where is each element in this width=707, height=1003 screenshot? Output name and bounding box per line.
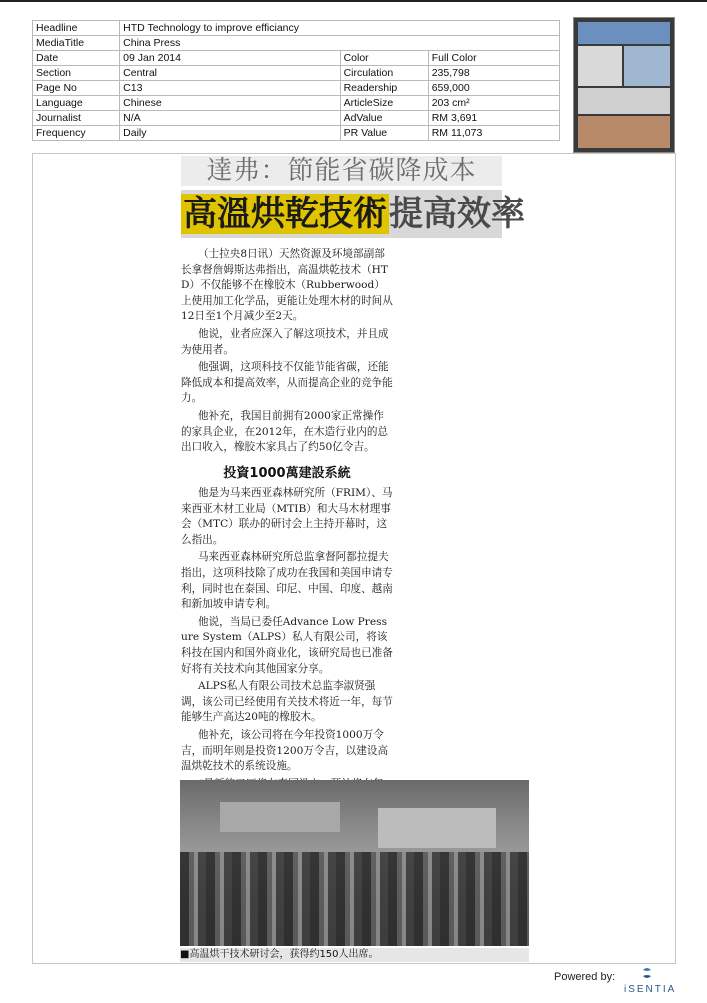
- meta-value: RM 11,073: [428, 126, 559, 141]
- meta-value: N/A: [120, 111, 340, 126]
- meta-key: Circulation: [340, 66, 428, 81]
- meta-key: Language: [33, 96, 120, 111]
- meta-value: 09 Jan 2014: [120, 51, 340, 66]
- article-body-part2: [181, 486, 393, 810]
- photo-stage: [378, 808, 496, 848]
- isentia-logo-icon: [640, 966, 654, 980]
- article-paragraph: ALPS私人有限公司技术总监李淑贤强调，该公司已经使用有关技术将近一年，每节能够生产高达20吨的橡胶木。: [181, 680, 393, 724]
- seminar-photo: [180, 780, 529, 946]
- meta-value: Chinese: [120, 96, 340, 111]
- meta-value: RM 3,691: [428, 111, 559, 126]
- metadata-row: [33, 126, 560, 141]
- thumb-block: [578, 46, 622, 86]
- meta-value: Central: [120, 66, 340, 81]
- meta-key: Readership: [340, 81, 428, 96]
- metadata-row: [33, 36, 560, 51]
- page-thumbnail[interactable]: [573, 17, 675, 153]
- metadata-row: [33, 81, 560, 96]
- meta-key: Journalist: [33, 111, 120, 126]
- meta-value: 203 cm²: [428, 96, 559, 111]
- photo-caption: ■高温烘干技术研讨会，获得约150人出席。: [180, 948, 529, 962]
- isentia-logo-text: iSENTIA: [624, 984, 677, 995]
- meta-value: 659,000: [428, 81, 559, 96]
- metadata-row: [33, 111, 560, 126]
- meta-value: 235,798: [428, 66, 559, 81]
- metadata-row: [33, 96, 560, 111]
- photo-audience: [180, 852, 529, 946]
- headline-highlight: 高溫烘乾技術: [183, 194, 387, 234]
- meta-key: ArticleSize: [340, 96, 428, 111]
- meta-value: C13: [120, 81, 340, 96]
- article-paragraph: 马来西亚森林研究所总监拿督阿都拉提夫指出，这项科技除了成功在我国和美国申请专利，同时也在泰国、印尼、中国、印度、越南和新加坡申请专利。: [181, 551, 393, 611]
- metadata-row: [33, 66, 560, 81]
- metadata-row: [33, 21, 560, 36]
- article-paragraph: （士拉央8日讯）天然资源及环境部副部长拿督詹姆斯达弗指出，高温烘乾技术（HTD）不仅能够不在橡胶木（Rubberwood）上使用加工化学品，更能让处理木材的时间从12日至1个月减少至2天。: [181, 248, 393, 323]
- meta-key: Frequency: [33, 126, 120, 141]
- meta-key: MediaTitle: [33, 36, 120, 51]
- article-paragraph: 他强调，这项科技不仅能节能省碳，还能降低成本和提高效率，从而提高企业的竞争能力。: [181, 361, 393, 405]
- meta-key: Headline: [33, 21, 120, 36]
- meta-key: Color: [340, 51, 428, 66]
- headline-rest: 提高效率: [389, 194, 525, 234]
- article-subheading: 投資1000萬建設系統: [223, 466, 351, 481]
- meta-value: Full Color: [428, 51, 559, 66]
- meta-value: HTD Technology to improve efficiancy: [120, 21, 560, 36]
- meta-key: AdValue: [340, 111, 428, 126]
- meta-value: Daily: [120, 126, 340, 141]
- article-paragraph: 他说，当局已委任Advance Low Pressure System（ALPS）私人有限公司，将该科技在国内和国外商业化，该研究局也已准备好将有关技术向其他国家分享。: [181, 615, 393, 675]
- meta-key: Section: [33, 66, 120, 81]
- article-body-part1: [181, 247, 393, 458]
- article-paragraph: 他说，业者应深入了解这项技术，并且成为使用者。: [181, 327, 389, 356]
- article-subtitle: 達弗：節能省碳降成本: [181, 156, 502, 186]
- article-paragraph: 他补充，该公司将在今年投资1000万令吉，而明年则是投资1200万令吉，以建设高温烘乾技术的系统设施。: [181, 728, 389, 773]
- article-paragraph: 他是为马来西亚森林研究所（FRIM）、马来西亚木材工业局（MTIB）和大马木材理事会（MTC）联办的研讨会上主持开幕时，这么指出。: [181, 487, 393, 546]
- thumb-block: [578, 116, 670, 148]
- article-paragraph: 他补充，我国目前拥有2000家正常操作的家具企业，在2012年，在木造行业内的总出口收入，橡胶木家具占了约50亿令吉。: [181, 409, 389, 454]
- meta-value: China Press: [120, 36, 560, 51]
- thumb-block: [578, 22, 670, 44]
- meta-key: Page No: [33, 81, 120, 96]
- article-headline: [181, 190, 525, 238]
- metadata-row: [33, 51, 560, 66]
- metadata-table: [32, 20, 560, 141]
- thumb-block: [578, 88, 670, 114]
- meta-key: Date: [33, 51, 120, 66]
- photo-screen: [220, 802, 340, 832]
- thumb-block: [624, 46, 670, 86]
- powered-by-label: Powered by:: [554, 971, 616, 983]
- top-rule: [0, 0, 707, 2]
- meta-key: PR Value: [340, 126, 428, 141]
